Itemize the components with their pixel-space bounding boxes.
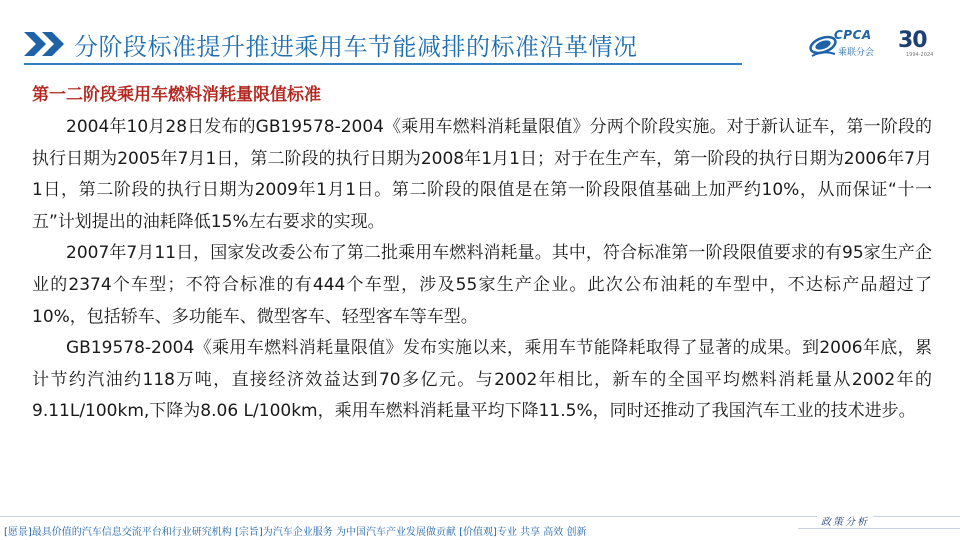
slide-header <box>0 0 960 66</box>
cpca-logo <box>808 28 888 64</box>
paragraph-3: GB19578-2004《乘用车燃料消耗量限值》发布实施以来，乘用车节能降耗取得了显著的成果。到2006年底，累计节约汽油约118万吨，直接经济效益达到70多亿元。与2002年相比，新车的全国平均燃料消耗量从2002年的9.11L/100km,下降为8.06 L/100km，乘用车燃料消耗量平均下降11.5%，同时还推动了我国汽车工业的技术进步。 <box>32 338 932 422</box>
paragraph-1: 2004年10月28日发布的GB19578-2004《乘用车燃料消耗量限值》分两个阶段实施。对于新认证车，第一阶段的执行日期为2005年7月1日，第二阶段的执行日期为2008年1月1日；对于在生产车，第一阶段的执行日期为2006年7月1日，第二阶段的执行日期为2009年1月1日。第二阶段的限值是在第一阶段限值基础上加严约10%，从而保证“十一五”计划提出的油耗降低15%左右要求的实现。 <box>32 117 932 232</box>
body-text <box>32 112 932 428</box>
logo-brand: CPCA <box>834 28 872 42</box>
anniversary-number: 30 <box>898 28 927 53</box>
slide-title: 分阶段标准提升推进乘用车节能减排的标准沿革情况 <box>74 33 638 61</box>
double-chevron-right-icon <box>22 30 70 58</box>
footer-tag: 政策分析 <box>817 513 873 528</box>
section-heading: 第一二阶段乘用车燃料消耗量限值标准 <box>32 85 321 105</box>
paragraph-2: 2007年7月11日，国家发改委公布了第二批乘用车燃料消耗量。其中，符合标准第一阶段限值要求的有95家生产企业的2374个车型；不符合标准的有444个车型，涉及55家生产企业。此次公布油耗的车型中，不达标产品超过了10%，包括轿车、多功能车、微型客车、轻型客车等车型。 <box>32 243 932 327</box>
footer-slogan: [愿景]最具价值的汽车信息交流平台和行业研究机构 [宗旨]为汽车企业服务 为中国汽车产业发展做贡献 [价值观]专业 共享 高效 创新 <box>4 527 587 538</box>
logo-sub: 乘联分会 <box>838 48 875 58</box>
anniversary-years: 1994-2024 <box>906 52 934 58</box>
footer-tag-line <box>798 528 960 529</box>
title-underline <box>24 63 742 65</box>
footer-divider <box>0 516 960 517</box>
anniversary-logo <box>898 26 944 62</box>
